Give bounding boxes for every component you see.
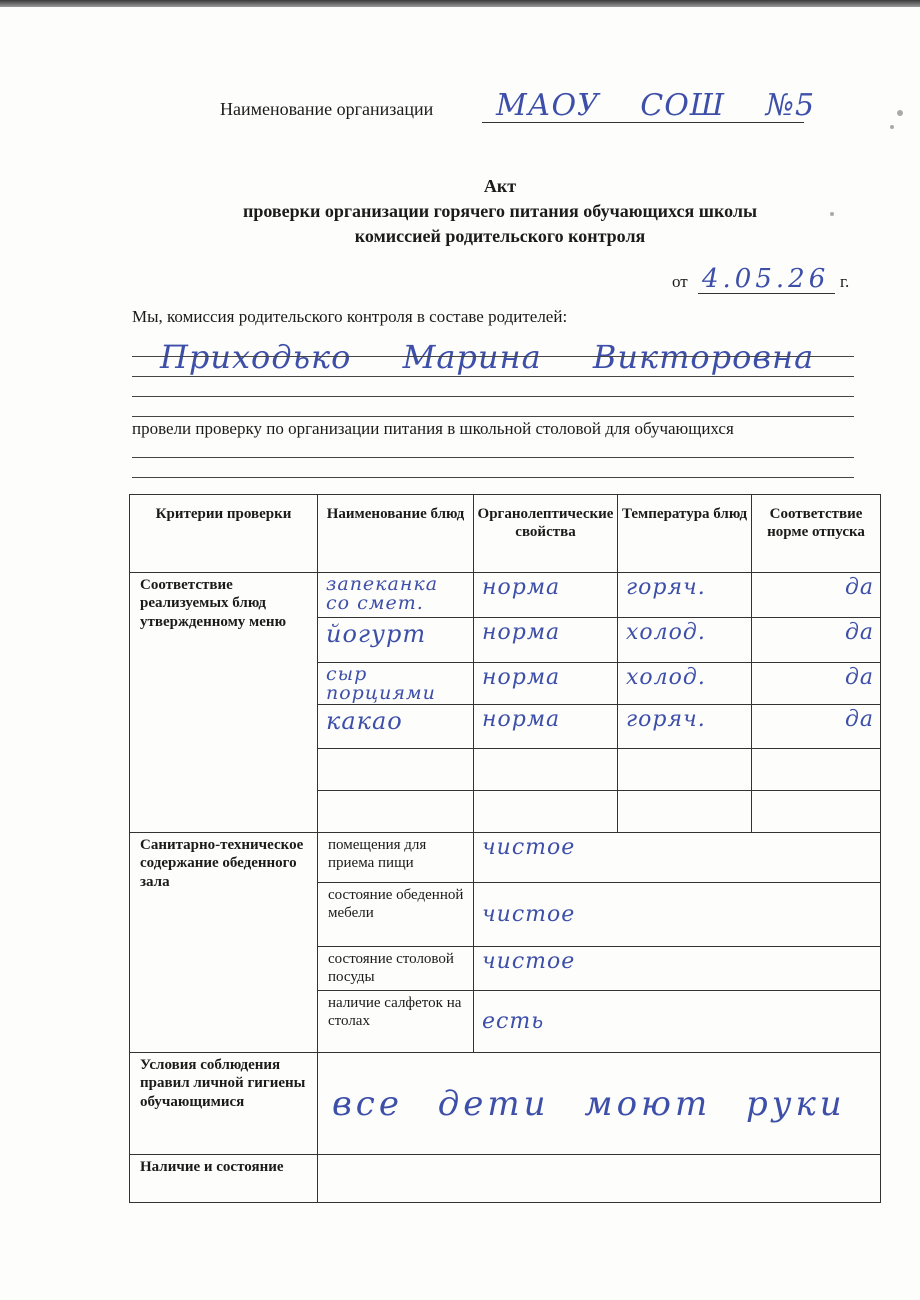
dish-name: какао — [326, 707, 403, 735]
org-value: МАОУ СОШ №5 — [496, 88, 816, 123]
scan-speck — [890, 125, 894, 129]
criterion-hygiene: Условия соблюдения правил личной гигиены обучающимися — [130, 1053, 318, 1155]
sanitary-label: состояние обеденной мебели — [318, 883, 474, 947]
dish-name: сыр — [326, 663, 368, 685]
table-row — [130, 573, 881, 618]
table-row — [130, 1155, 881, 1203]
header-temperature: Температура блюд — [618, 495, 752, 573]
sanitary-value: чистое — [482, 902, 576, 928]
sanitary-label: наличие салфеток на столах — [318, 991, 474, 1053]
dish-props: норма — [482, 575, 561, 600]
header-organoleptic: Органолептические свойства — [474, 495, 618, 573]
act-subtitle-1: проверки организации горячего питания обучающихся школы — [242, 201, 758, 221]
dish-name: йогурт — [326, 620, 427, 648]
header-criteria: Критерии проверки — [130, 495, 318, 573]
dish-name-2: порциями — [326, 682, 436, 704]
date-value: 4.05.26 — [702, 264, 830, 294]
dish-props: норма — [482, 620, 561, 645]
dish-norm: да — [844, 665, 874, 690]
scan-speck — [830, 212, 834, 216]
sanitary-value: чистое — [482, 949, 576, 974]
scan-speck — [897, 110, 903, 116]
ruled-line — [132, 457, 854, 458]
dish-temp: горяч. — [626, 575, 706, 600]
table-row — [130, 833, 881, 883]
dish-norm: да — [844, 620, 874, 645]
sanitary-label: состояние столовой посуды — [318, 947, 474, 991]
sanitary-value: есть — [482, 1009, 545, 1035]
sanitary-value: чистое — [482, 835, 576, 860]
dish-name: запеканка — [326, 573, 439, 595]
criterion-sanitary: Санитарно-техническое содержание обеденного зала — [130, 833, 318, 1053]
criterion-menu: Соответствие реализуемых блюд утвержденному меню — [130, 573, 318, 833]
ruled-line — [132, 396, 854, 397]
dish-temp: холод. — [626, 665, 706, 690]
dish-name-cell — [318, 573, 474, 618]
dish-props: норма — [482, 665, 561, 690]
ruled-line — [132, 376, 854, 377]
scan-edge — [0, 0, 920, 7]
ruled-line — [132, 477, 854, 478]
dish-name-cell — [318, 663, 474, 705]
ruled-line — [132, 356, 854, 357]
act-subtitle-2: комиссией родительского контроля — [354, 226, 646, 246]
criterion-last: Наличие и состояние — [130, 1155, 318, 1203]
table-row — [130, 1053, 881, 1155]
act-title: Акт — [483, 176, 517, 196]
dish-temp: горяч. — [626, 707, 706, 732]
org-label: Наименование организации — [220, 99, 434, 119]
dish-norm: да — [844, 575, 874, 600]
ruled-line — [132, 416, 854, 417]
date-suffix: г. — [840, 272, 850, 291]
table-header-row — [130, 495, 881, 573]
dish-temp: холод. — [626, 620, 706, 645]
sanitary-label: помещения для приема пищи — [318, 833, 474, 883]
dish-name-2: со смет. — [326, 592, 424, 614]
dish-props: норма — [482, 707, 561, 732]
inspection-table — [129, 494, 881, 1203]
hygiene-value: все дети моют руки — [332, 1083, 846, 1124]
header-dish: Наименование блюд — [318, 495, 474, 573]
commission-members: Приходько Марина Викторовна — [160, 338, 815, 376]
date-prefix: от — [672, 272, 688, 291]
inspection-text: провели проверку по организации питания в школьной столовой для обучающихся — [132, 419, 734, 438]
dish-norm: да — [844, 707, 874, 732]
commission-intro: Мы, комиссия родительского контроля в составе родителей: — [132, 307, 568, 326]
header-norm: Соответствие норме отпуска — [752, 495, 881, 573]
